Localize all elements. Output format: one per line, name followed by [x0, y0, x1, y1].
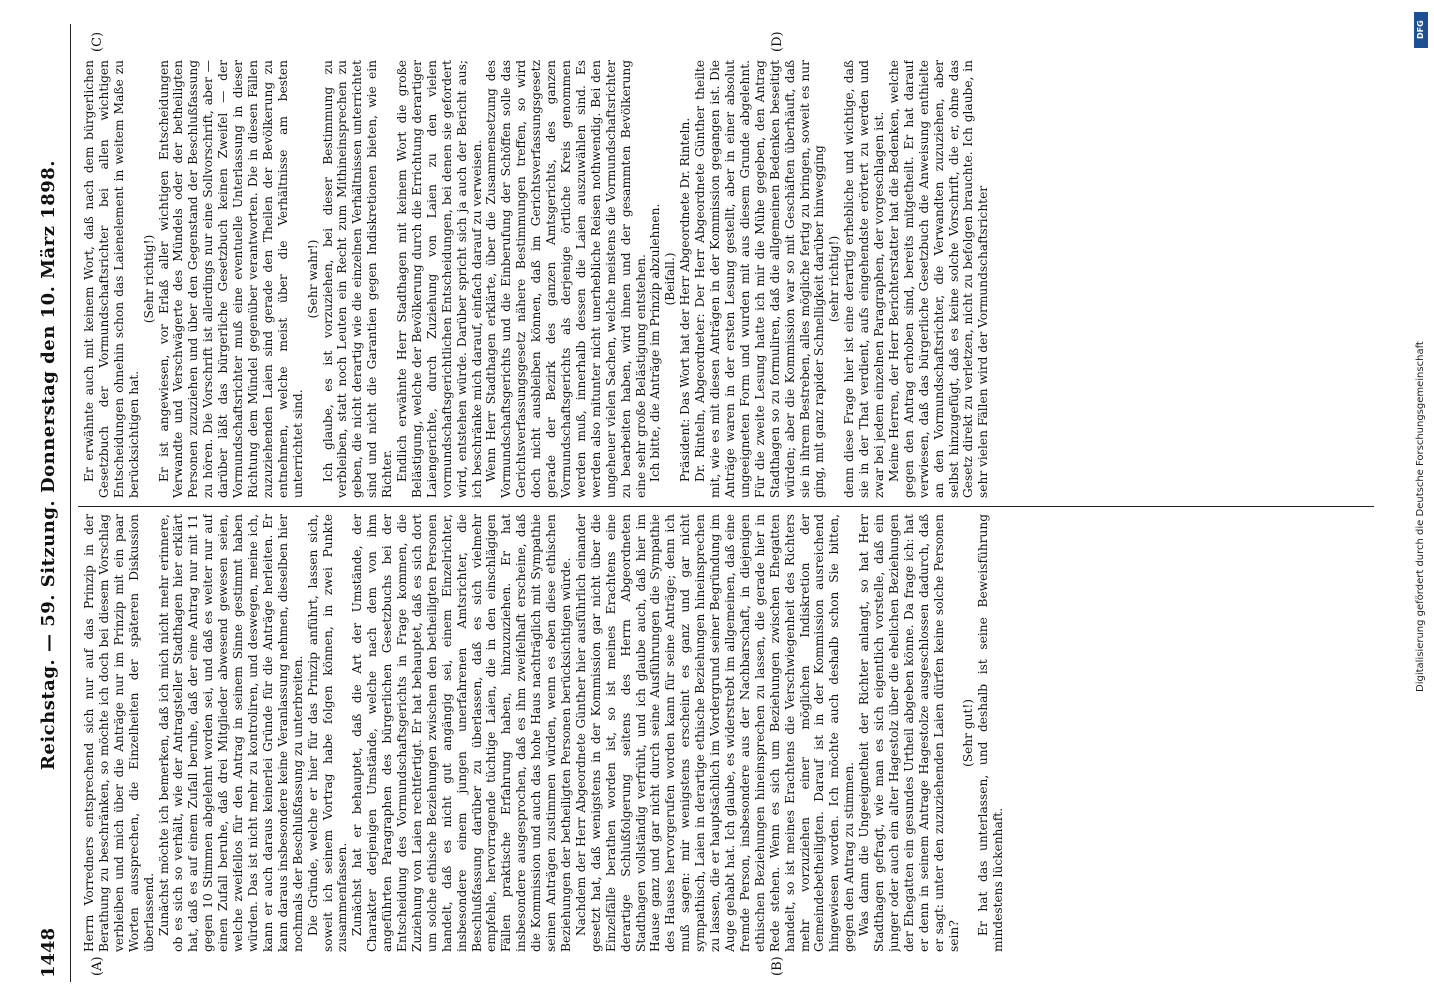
- paragraph: Die Gründe, welche er hier für das Prinzip anführt, lassen sich, soweit ich seinem Vortrag habe folgen können, in zwei Punkte zusammenfassen.: [305, 514, 350, 952]
- paragraph: Ich bitte, die Anträge im Prinzip abzulehnen.: [648, 203, 663, 482]
- paragraph: Er ist angewiesen, vor Erlaß aller wichtigen Entscheidungen Verwandte und Verschwägerte des Mündels oder der betheiligten Personen zuzuziehen und über den Gegenstand der Beschlußfassung zu hören. Die Vorschrift ist allerdings nur eine Sollvorschrift, aber — darüber läßt das bürgerliche Gesetzbuch keinen Zweifel — der Vormundschaftsrichter muß eine eventuelle Unterlassung in dieser Richtung dem Mündel gegenüber verantworten. Die in diesen Fällen zuzuziehenden Laien sind gerade den Theilen der Bevölkerung zu entnehmen, welche meist über die Verhältnisse am besten unterrichtet sind.: [156, 60, 305, 498]
- paragraph: Wenn Herr Stadthagen erklärte, über die Zusammensetzung des Vormundschaftsgerichts und die Einberufung der Schöffen solle das Gerichtsverfassungsgesetz nähere Bestimmungen treffen, so wird doch nicht ausbleiben können, daß im Gerichtsverfassungsgesetz gerade der Bezirk des ganzen Amtsgerichts, des ganzen Vormundschaftsgerichts als derjenige örtliche Kreis genommen werden muß, innerhalb dessen die Laien auszuwählen sind. Es werden also mitunter nicht unerhebliche Reisen nothwendig. Bei den ungeheuer vielen Sachen, welche meistens die Vormundschaftsrichter zu bearbeiten haben, wird ihnen und der gesammten Bevölkerung eine sehr große Belästigung entstehen.: [484, 60, 648, 498]
- paragraph: Ich glaube, es ist vorzuziehen, bei dieser Bestimmung zu verbleiben, statt noch Leuten ein Recht zum Mithineinsprechen zu geben, die nicht derartig wie die einzelnen Verhältnissen unterrichtet sind und nicht die Garantien gegen Indiskretionen bieten, wie ein Richter.: [320, 60, 395, 498]
- paragraph: Er erwähnte auch mit keinem Wort, daß nach dem bürgerlichen Gesetzbuch der Vormundschaftsrichter bei allen wichtigen Entscheidungen ohnehin schon das Laienelement in weitem Maße zu berücksichtigen hat.: [82, 60, 141, 498]
- running-title: Reichstag. — 59. Sitzung. Donnerstag den 10. März 1898.: [38, 159, 59, 771]
- paragraph: Zunächst möchte ich bemerken, daß ich mich nicht mehr erinnere, ob es sich so verhält, wie der Antragsteller Stadthagen hier erklärt hat, daß es auf einem Zufall beruhe, daß der eine Antrag nur mit 11 gegen 10 Stimmen abgelehnt worden sei, und daß es weiter nur auf einen Zufall beruhe, daß drei Mitglieder abwesend gewesen seien, welche zweifellos für den Antrag in seinem Sinne gestimmt haben würden. Das ist nicht mehr zu kontroliren, und deswegen, meine ich, kann er auch daraus keinerlei Gründe für die Anträge herleiten. Er kann daraus insbesondere keine Veranlassung nehmen, dieselben hier nochmals der Beschlußfassung zu unterbreiten.: [156, 514, 305, 952]
- page-number: 1448: [38, 927, 59, 978]
- margin-mark-c: (C): [90, 31, 105, 52]
- paragraph: Nachdem der Herr Abgeordnete Günther hier ausführlich einander gesetzt hat, daß wenigstens in der Kommission gar nicht über die Einzelfälle berathen worden ist, so ist meines Erachtens eine derartige Schlußfolgerung seitens des Herrn Abgeordneten Stadthagen vollständig verfrüht, und ich glaube auch, daß hier im Hause ganz und gar nicht durch seine Ausführungen die Sympathie des Hauses hervorgerufen worden kann für seine Anträge; denn ich muß sagen: mir wenigstens erscheint es ganz und gar nicht sympathisch, Laien in derartige ethische Beziehungen hineinsprechen zu lassen, die er hauptsächlich im Vordergrund seiner Begründung im Auge gehabt hat. Ich glaube, es widerstrebt im allgemeinen, daß eine fremde Person, insbesondere aus der Nachbarschaft, in diejenigen ethischen Beziehungen hineinsprechen zu lassen, die gerade hier in Rede stehen. Wenn es sich um Beziehungen zwischen Ehegatten handelt, so ist meines Erachtens die Verschwiegenheit des Richters mehr vorzuziehen einer möglichen Indiskretion der Gemeindebetheiligten. Darauf ist in der Kommission ausreichend hingewiesen worden. Ich möchte auch deshalb schon Sie bitten, gegen den Antrag zu stimmen.: [573, 514, 857, 952]
- paragraph: Er hat das unterlassen, und deshalb ist seine Beweisführung mindestens lückenhaft.: [976, 514, 1006, 952]
- column-divider: [78, 506, 1374, 507]
- newspaper-sheet: [30, 24, 1380, 982]
- paragraph: Was dann die Ungeeignetheit der Richter anlangt, so hat Herr Stadthagen gefragt, wie man es sich eigentlich vorstelle, daß ein junger oder auch ein alter Hagestolz über die ehelichen Beziehungen der Ehegatten ein gesundes Urtheil abgeben könne. Da frage ich: hat er denn in seinem Antrage Hagestolze ausgeschlossen dadurch, daß er sagt: unter den zuzuziehenden Laien dürfen keine solche Personen sein?: [857, 514, 961, 952]
- paragraph: Präsident: Das Wort hat der Herr Abgeordnete Dr. Rinteln.: [678, 117, 693, 482]
- running-header: [30, 24, 71, 982]
- right-column: [82, 60, 1372, 498]
- paragraph: Dr. Rinteln, Abgeordneter: Der Herr Abgeordnete Günther theilte mit, wie es mit diesen Anträgen in der Kommission gegangen ist. Die Anträge waren in der ersten Lesung gestellt, aber in einer absolut ungeeigneten Form und wurden mit aus diesem Grunde abgelehnt. Für die zweite Lesung hatte ich mir die Mühe gegeben, den Antrag Stadthagen so zu formuliren, daß die allgemeinen Bedenken beseitigt würden; aber die Kommission war so mit Geschäften überhäuft, daß sie in ihrem Bestreben, alles mögliche fertig zu bringen, soweit es nur ging, mit ganz rapider Schnelligkeit darüber hinwegging: [693, 60, 827, 498]
- paragraph: Herrn Vorredners entsprechend sich nur auf das Prinzip in der Berathung zu beschränken, so möchte ich doch bei diesem Vorschlag verbleiben und mich über die Anträge nur im Prinzip mit ein paar Worten aussprechen, die Einzelheiten der späteren Diskussion überlassend.: [82, 514, 156, 952]
- margin-mark-d: (D): [770, 31, 785, 52]
- left-column: [82, 514, 1372, 952]
- interjection: (sehr richtig!): [827, 235, 842, 323]
- interjection: (Sehr wahr!): [305, 239, 320, 319]
- digitization-credit: Digitalisierung gefördert durch die Deutsche Forschungsgemeinschaft: [1415, 341, 1426, 692]
- interjection: (Sehr gut!): [961, 698, 976, 768]
- paragraph: Zunächst hat er behauptet, daß die Art der Umstände, der Charakter derjenigen Umstände, welche nach dem von ihm angeführten Paragraphen des bürgerlichen Gesetzbuchs bei der Entscheidung des Vormundschaftsgerichts in Frage kommen, die Zuziehung von Laien rechtfertigt. Er hat behauptet, daß es sich dort um solche ethische Beziehungen zwischen den betheiligten Personen handelt, daß es nicht gut angängig sei, einem Einzelrichter, insbesondere einem jungen unerfahrenen Amtsrichter, die Beschlußfassung darüber zu überlassen, daß es sich vielmehr empfehle, hervorragende tüchtige Laien, die in den einschlägigen Fällen praktische Erfahrung haben, hinzuzuziehen. Er hat insbesondere ausgesprochen, daß es ihm zweifelhaft erscheine, daß die Kommission und auch das hohe Haus nachträglich mit Sympathie seinen Anträgen zustimmen würden, wenn es eben diese ethischen Beziehungen der betheiligten Personen berücksichtigen würde.: [350, 514, 573, 952]
- margin-mark-b: (B): [770, 956, 785, 976]
- interjection: (Sehr richtig!): [141, 234, 156, 324]
- margin-mark-a: (A): [90, 956, 105, 976]
- interjection: (Beifall.): [663, 252, 678, 306]
- paragraph: Endlich erwähnte Herr Stadthagen mit keinem Wort die große Belästigung, welche der Bevölkerung durch die Errichtung derartiger Laiengerichte, durch Zuziehung von Laien zu den vielen vormundschaftsgerichtlichen Entscheidungen, bei denen sie gefordert wird, entstehen würde. Darüber spricht sich ja auch der Bericht aus; ich beschränke mich darauf, einfach darauf zu verweisen.: [395, 60, 484, 498]
- paragraph: denn diese Frage hier ist eine derartig erhebliche und wichtige, daß sie in der That verdient, aufs eingehendste erörtert zu werden und zwar bei jedem einzelnen Paragraphen, der vorgeschlagen ist.: [842, 60, 887, 498]
- paragraph: Meine Herren, der Herr Berichterstatter hat die Bedenken, welche gegen den Antrag erhoben sind, bereits mitgetheilt. Er hat darauf verwiesen, daß das bürgerliche Gesetzbuch die Anweisung enthielte an den Vormundschaftsrichter, die Verwandten zuzuziehen, aber selbst hinzugefügt, daß es keine solche Vorschrift, die er, ohne das Gesetz direkt zu verletzen, nicht zu befolgen brauchte. Ich glaube, in sehr vielen Fällen wird der Vormundschaftsrichter: [886, 60, 991, 498]
- dfg-logo: DFG: [1414, 12, 1428, 48]
